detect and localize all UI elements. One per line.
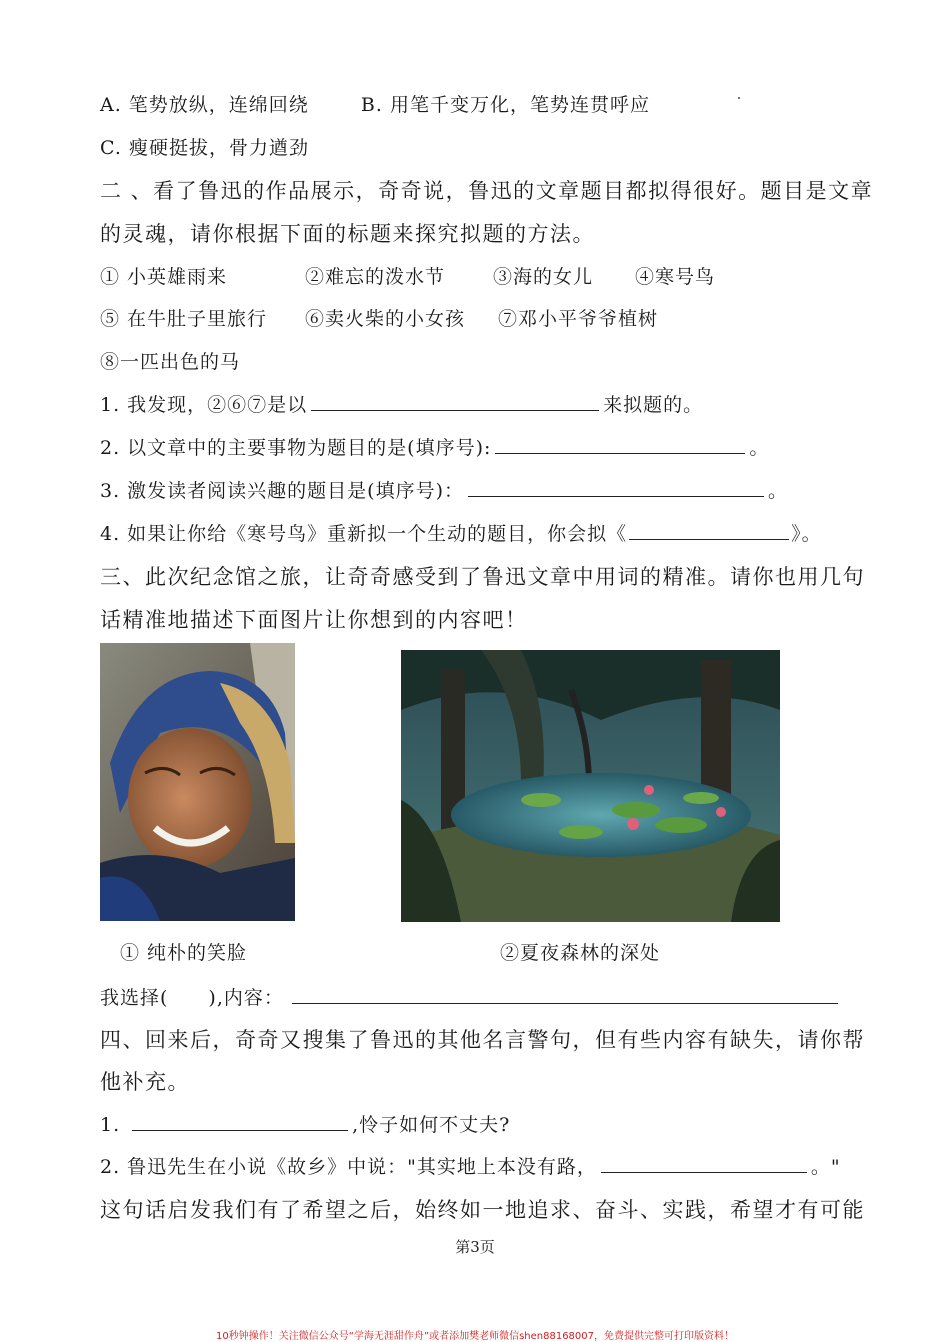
- title-item: ④寒号鸟: [635, 266, 716, 288]
- choose-label: 我选择( ),内容：: [100, 987, 284, 1009]
- scan-speck: [738, 97, 740, 99]
- s2-question-4: [100, 519, 822, 546]
- s2-question-1: [100, 390, 703, 417]
- answer-blank[interactable]: [495, 435, 745, 454]
- s4q2-prefix: 2. 鲁迅先生在小说《故乡》中说："其实地上本没有路，: [100, 1156, 597, 1178]
- answer-blank[interactable]: [601, 1154, 807, 1173]
- q1-suffix: 来拟题的。: [603, 394, 704, 416]
- q4-prefix: 4. 如果让你给《寒号鸟》重新拟一个生动的题目，你会拟《: [100, 523, 628, 545]
- s4q2-suffix: 。": [810, 1156, 841, 1178]
- q3-prefix: 3. 激发读者阅读兴趣的题目是(填序号)：: [100, 480, 464, 502]
- answer-blank[interactable]: [132, 1112, 348, 1131]
- q2-suffix: 。: [749, 437, 770, 459]
- answer-blank[interactable]: [292, 985, 838, 1004]
- answer-blank[interactable]: [468, 478, 764, 497]
- section2-intro-line1: 二 、看了鲁迅的作品展示，奇奇说，鲁迅的文章题目都拟得很好。题目是文章: [100, 179, 874, 203]
- title-row-2: [100, 304, 658, 331]
- option-c: C. 瘦硬挺拔，骨力遒劲: [100, 137, 309, 159]
- title-item: ②难忘的泼水节: [305, 266, 446, 288]
- answer-blank[interactable]: [629, 521, 789, 540]
- section3-intro-line1: 三、此次纪念馆之旅，让奇奇感受到了鲁迅文章中用词的精准。请你也用几句: [100, 565, 865, 589]
- s2-question-2: [100, 433, 769, 460]
- title-item: ③海的女儿: [493, 266, 594, 288]
- section2-intro-line2: 的灵魂，请你根据下面的标题来探究拟题的方法。: [100, 222, 595, 246]
- section4-intro-line2: 他补充。: [100, 1070, 190, 1094]
- s4-question-2-line2: 这句话启发我们有了希望之后，始终如一地追求、奋斗、实践，希望才有可能: [100, 1198, 865, 1222]
- s4-question-2: [100, 1152, 841, 1179]
- photo-smiling-old-woman: [100, 643, 295, 921]
- title-item: ⑦邓小平爷爷植树: [498, 308, 659, 330]
- option-a: A. 笔势放纵，连绵回绕: [100, 94, 309, 116]
- option-b: B. 用笔千变万化，笔势连贯呼应: [360, 94, 650, 116]
- title-item: ⑧一匹出色的马: [100, 351, 241, 373]
- footer-ad-text: 10秒钟操作！关注微信公众号“学海无涯甜作舟”或者添加樊老师微信shen88168007，免费提供完整可打印版资料！: [215, 1331, 735, 1342]
- s2-question-3: [100, 476, 788, 503]
- s4q1-suffix: ,怜子如何不丈夫?: [352, 1114, 511, 1136]
- q3-suffix: 。: [768, 480, 789, 502]
- s4-question-1: [100, 1110, 510, 1137]
- title-item: ⑥卖火柴的小女孩: [305, 308, 466, 330]
- photo-night-forest-pond: [401, 650, 780, 922]
- s4q1-prefix: 1.: [100, 1114, 121, 1136]
- option-row-ab: [100, 90, 650, 117]
- q4-suffix: 》。: [791, 523, 822, 545]
- q2-prefix: 2. 以文章中的主要事物为题目的是(填序号):: [100, 437, 492, 459]
- title-row-1: [100, 262, 715, 289]
- title-item: ⑤ 在牛肚子里旅行: [100, 308, 268, 330]
- q1-prefix: 1. 我发现，②⑥⑦是以: [100, 394, 308, 416]
- page-number: 第3页: [455, 1238, 495, 1256]
- photo2-caption: ②夏夜森林的深处: [500, 942, 661, 964]
- answer-blank[interactable]: [311, 392, 599, 411]
- section4-intro-line1: 四、回来后，奇奇又搜集了鲁迅的其他名言警句，但有些内容有缺失，请你帮: [100, 1028, 865, 1052]
- title-item: ① 小英雄雨来: [100, 266, 228, 288]
- choose-line: [100, 983, 842, 1010]
- photo1-caption: ① 纯朴的笑脸: [120, 942, 248, 964]
- section3-intro-line2: 话精准地描述下面图片让你想到的内容吧！: [100, 608, 528, 632]
